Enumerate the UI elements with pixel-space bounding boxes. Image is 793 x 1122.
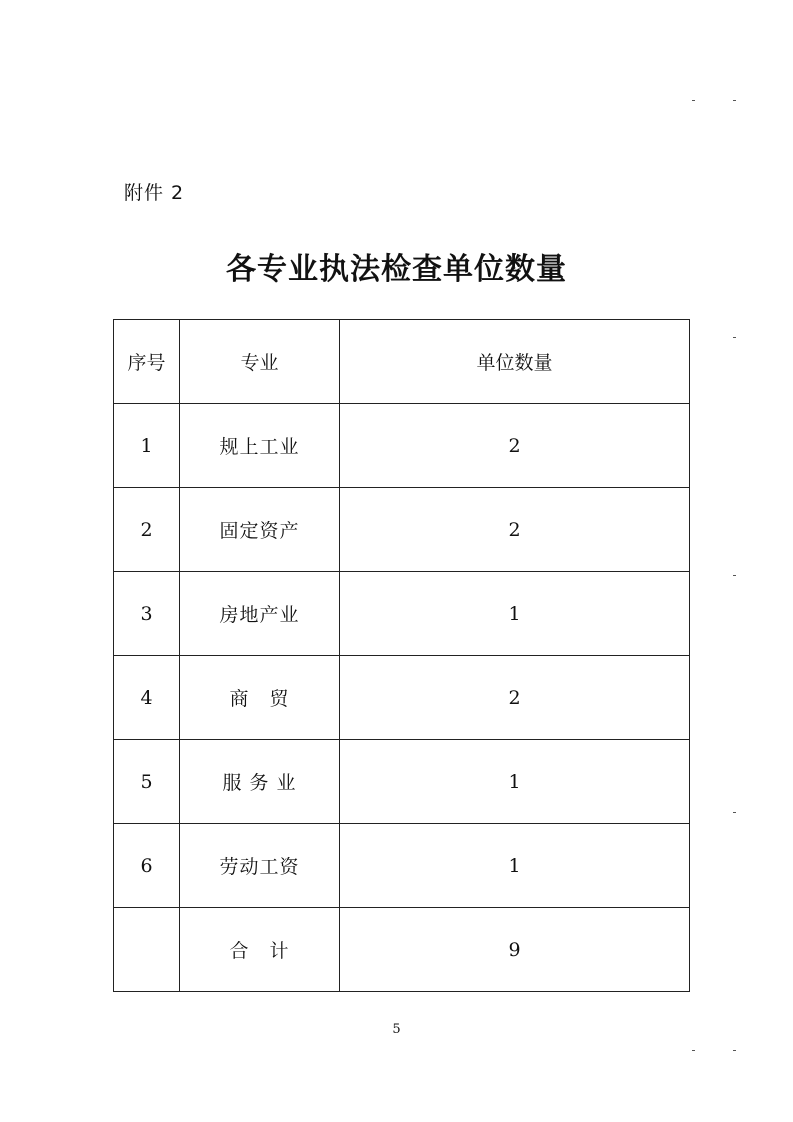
row-count: 2	[340, 404, 690, 488]
row-specialty: 商 贸	[180, 656, 340, 740]
row-count: 2	[340, 656, 690, 740]
total-index	[114, 908, 180, 992]
row-index: 6	[114, 824, 180, 908]
header-count: 单位数量	[340, 320, 690, 404]
row-index: 3	[114, 572, 180, 656]
table-row	[114, 488, 690, 572]
table-row	[114, 572, 690, 656]
total-label: 合 计	[180, 908, 340, 992]
table-row	[114, 404, 690, 488]
scan-mark	[733, 337, 736, 338]
table-row	[114, 824, 690, 908]
scan-mark	[733, 1050, 736, 1051]
scan-mark	[692, 100, 695, 101]
scan-mark	[733, 575, 736, 576]
row-count: 1	[340, 824, 690, 908]
row-specialty: 规上工业	[180, 404, 340, 488]
row-specialty: 服 务 业	[180, 740, 340, 824]
table-total-row	[114, 908, 690, 992]
row-index: 2	[114, 488, 180, 572]
table-row	[114, 656, 690, 740]
header-specialty: 专业	[180, 320, 340, 404]
row-index: 5	[114, 740, 180, 824]
row-specialty: 劳动工资	[180, 824, 340, 908]
row-index: 1	[114, 404, 180, 488]
page-number: 5	[392, 1022, 401, 1037]
total-count: 9	[340, 908, 690, 992]
table-row	[114, 740, 690, 824]
row-count: 2	[340, 488, 690, 572]
scan-mark	[733, 100, 736, 101]
attachment-label: 附件 2	[124, 182, 185, 204]
row-count: 1	[340, 740, 690, 824]
row-count: 1	[340, 572, 690, 656]
table-header-row	[114, 320, 690, 404]
scan-mark	[733, 812, 736, 813]
document-title: 各专业执法检查单位数量	[226, 252, 567, 287]
inspection-count-table	[113, 319, 690, 992]
row-specialty: 房地产业	[180, 572, 340, 656]
row-specialty: 固定资产	[180, 488, 340, 572]
header-index: 序号	[114, 320, 180, 404]
scan-mark	[692, 1050, 695, 1051]
row-index: 4	[114, 656, 180, 740]
